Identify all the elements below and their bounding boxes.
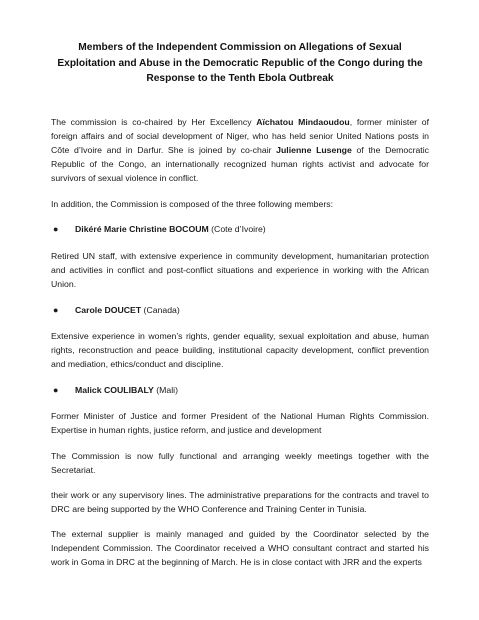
co-chair-name-1: Aïchatou Mindaoudou [256,116,350,127]
intro-paragraph [51,115,429,185]
member-country: (Cote d’Ivoire) [208,223,266,234]
intro-text-2: , former minister of foreign affairs and of social development of Niger, who has held senior United Nations posts in Côte d’Ivoire and in Darfur. She is joined by co-chair [51,116,429,155]
document-title: Members of the Independent Commission on Allegations of Sexual Exploitation and Abuse in the Democratic Republic of the Congo during the Response to the Tenth Ebola Outbreak [57,42,423,84]
member-country: (Canada) [141,304,180,315]
member-country: (Mali) [153,384,178,395]
member-description: Retired UN staff, with extensive experience in community development, humanitarian protection and activities in conflict and post-conflict situations and experience in working with the African Union. [51,250,429,289]
co-chair-name-2: Julienne Lusenge [276,144,352,155]
bullet-icon: ● [53,304,59,315]
member-name: Malick COULIBALY [75,384,154,395]
member-bullet-1 [51,222,429,236]
supplier-paragraph: The external supplier is mainly managed and guided by the Coordinator selected by the Independent Commission. The Coordinator received a WHO consultant contract and started his work in Goma in DRC at the beginning of March. He is in close contact with JRR and the experts [51,528,429,567]
member-name: Dikéré Marie Christine BOCOUM [75,223,209,234]
composition-paragraph: In addition, the Commission is composed of the three following members: [51,198,333,209]
member-description: Former Minister of Justice and former President of the National Human Rights Commission. Expertise in human rights, justice reform, and justice and development [51,410,429,435]
admin-paragraph: their work or any supervisory lines. The administrative preparations for the contracts and travel to DRC are being supported by the WHO Conference and Training Center in Tunisia. [51,489,429,514]
member-description: Extensive experience in women’s rights, gender equality, sexual exploitation and abuse, human rights, reconstruction and peace building, institutional capacity development, conflict prevention and mediation, ethics/conduct and discipline. [51,330,429,369]
bullet-icon: ● [53,223,59,234]
member-bullet-2 [51,303,429,317]
member-bullet-3 [51,383,429,397]
intro-text-3: of the Democratic Republic of the Congo, an internationally recognized human rights activist and advocate for survivors of sexual violence in conflict. [51,144,429,183]
bullet-icon: ● [53,384,59,395]
member-name: Carole DOUCET [75,304,142,315]
intro-text-1: The commission is co-chaired by Her Excellency [51,116,257,127]
status-paragraph: The Commission is now fully functional and arranging weekly meetings together with the Secretariat. [51,450,429,475]
